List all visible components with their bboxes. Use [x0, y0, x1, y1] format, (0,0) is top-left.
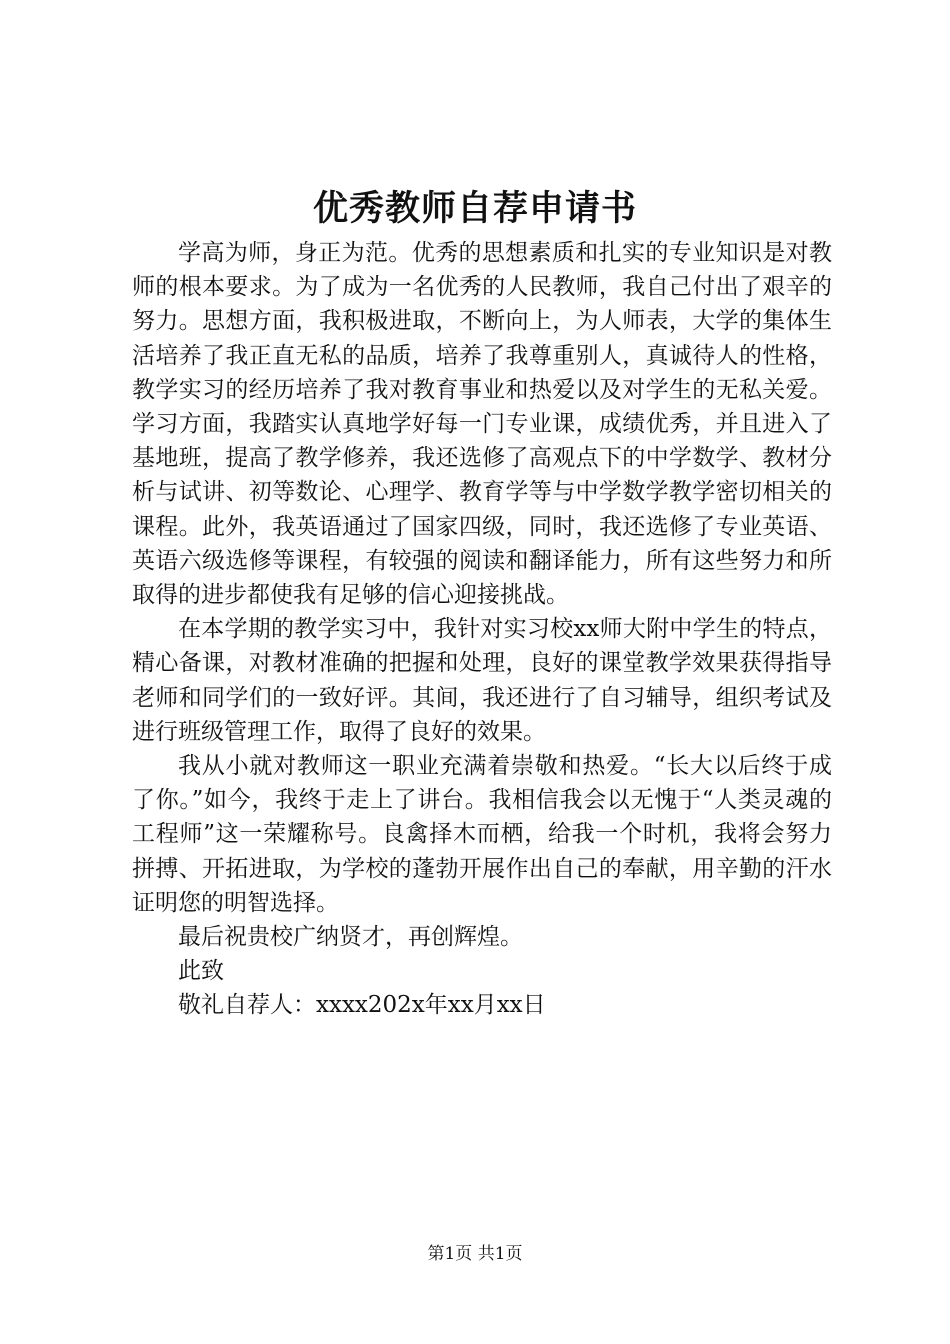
document-title: 优秀教师自荐申请书 [312, 188, 637, 229]
closing-line: 此致 [178, 958, 224, 985]
paragraph-qualifications: 学高为师，身正为范。优秀的思想素质和扎实的专业知识是对教师的根本要求。为了成为一名优秀的人民教师，我自己付出了艰辛的努力。思想方面，我积极进取，不断向上，为人师表，大学的集体生活培养了我正直无私的品质，培养了我尊重别人，真诚待人的性格，教学实习的经历培养了我对教育事业和热爱以及对学生的无私关爱。学习方面，我踏实认真地学好每一门专业课，成绩优秀，并且进入了基地班，提高了教学修养，我还选修了高观点下的中学数学、教材分析与试讲、初等数论、心理学、教育学等与中学数学教学密切相关的课程。此外，我英语通过了国家四级，同时，我还选修了专业英语、英语六级选修等课程，有较强的阅读和翻译能力，所有这些努力和所取得的进步都使我有足够的信心迎接挑战。 [132, 240, 832, 609]
document-body [132, 236, 832, 1023]
paragraph-aspiration: 我从小就对教师这一职业充满着崇敬和热爱。“长大以后终于成了你。”如今，我终于走上了讲台。我相信我会以无愧于“人类灵魂的工程师”这一荣耀称号。良禽择木而栖，给我一个时机，我将会努力拼搏、开拓进取，为学校的蓬勃开展作出自己的奉献，用辛勤的汗水证明您的明智选择。 [132, 753, 832, 916]
signature-line: 敬礼自荐人：xxxx202x年xx月xx日 [178, 992, 546, 1019]
paragraph-wishes: 最后祝贵校广纳贤才，再创辉煌。 [178, 924, 523, 951]
paragraph-internship: 在本学期的教学实习中，我针对实习校xx师大附中学生的特点，精心备课，对教材准确的把握和处理，良好的课堂教学效果获得指导老师和同学们的一致好评。其间，我还进行了自习辅导，组织考试及进行班级管理工作，取得了良好的效果。 [132, 616, 832, 745]
page-footer: 第1页 共1页 [427, 1244, 523, 1264]
